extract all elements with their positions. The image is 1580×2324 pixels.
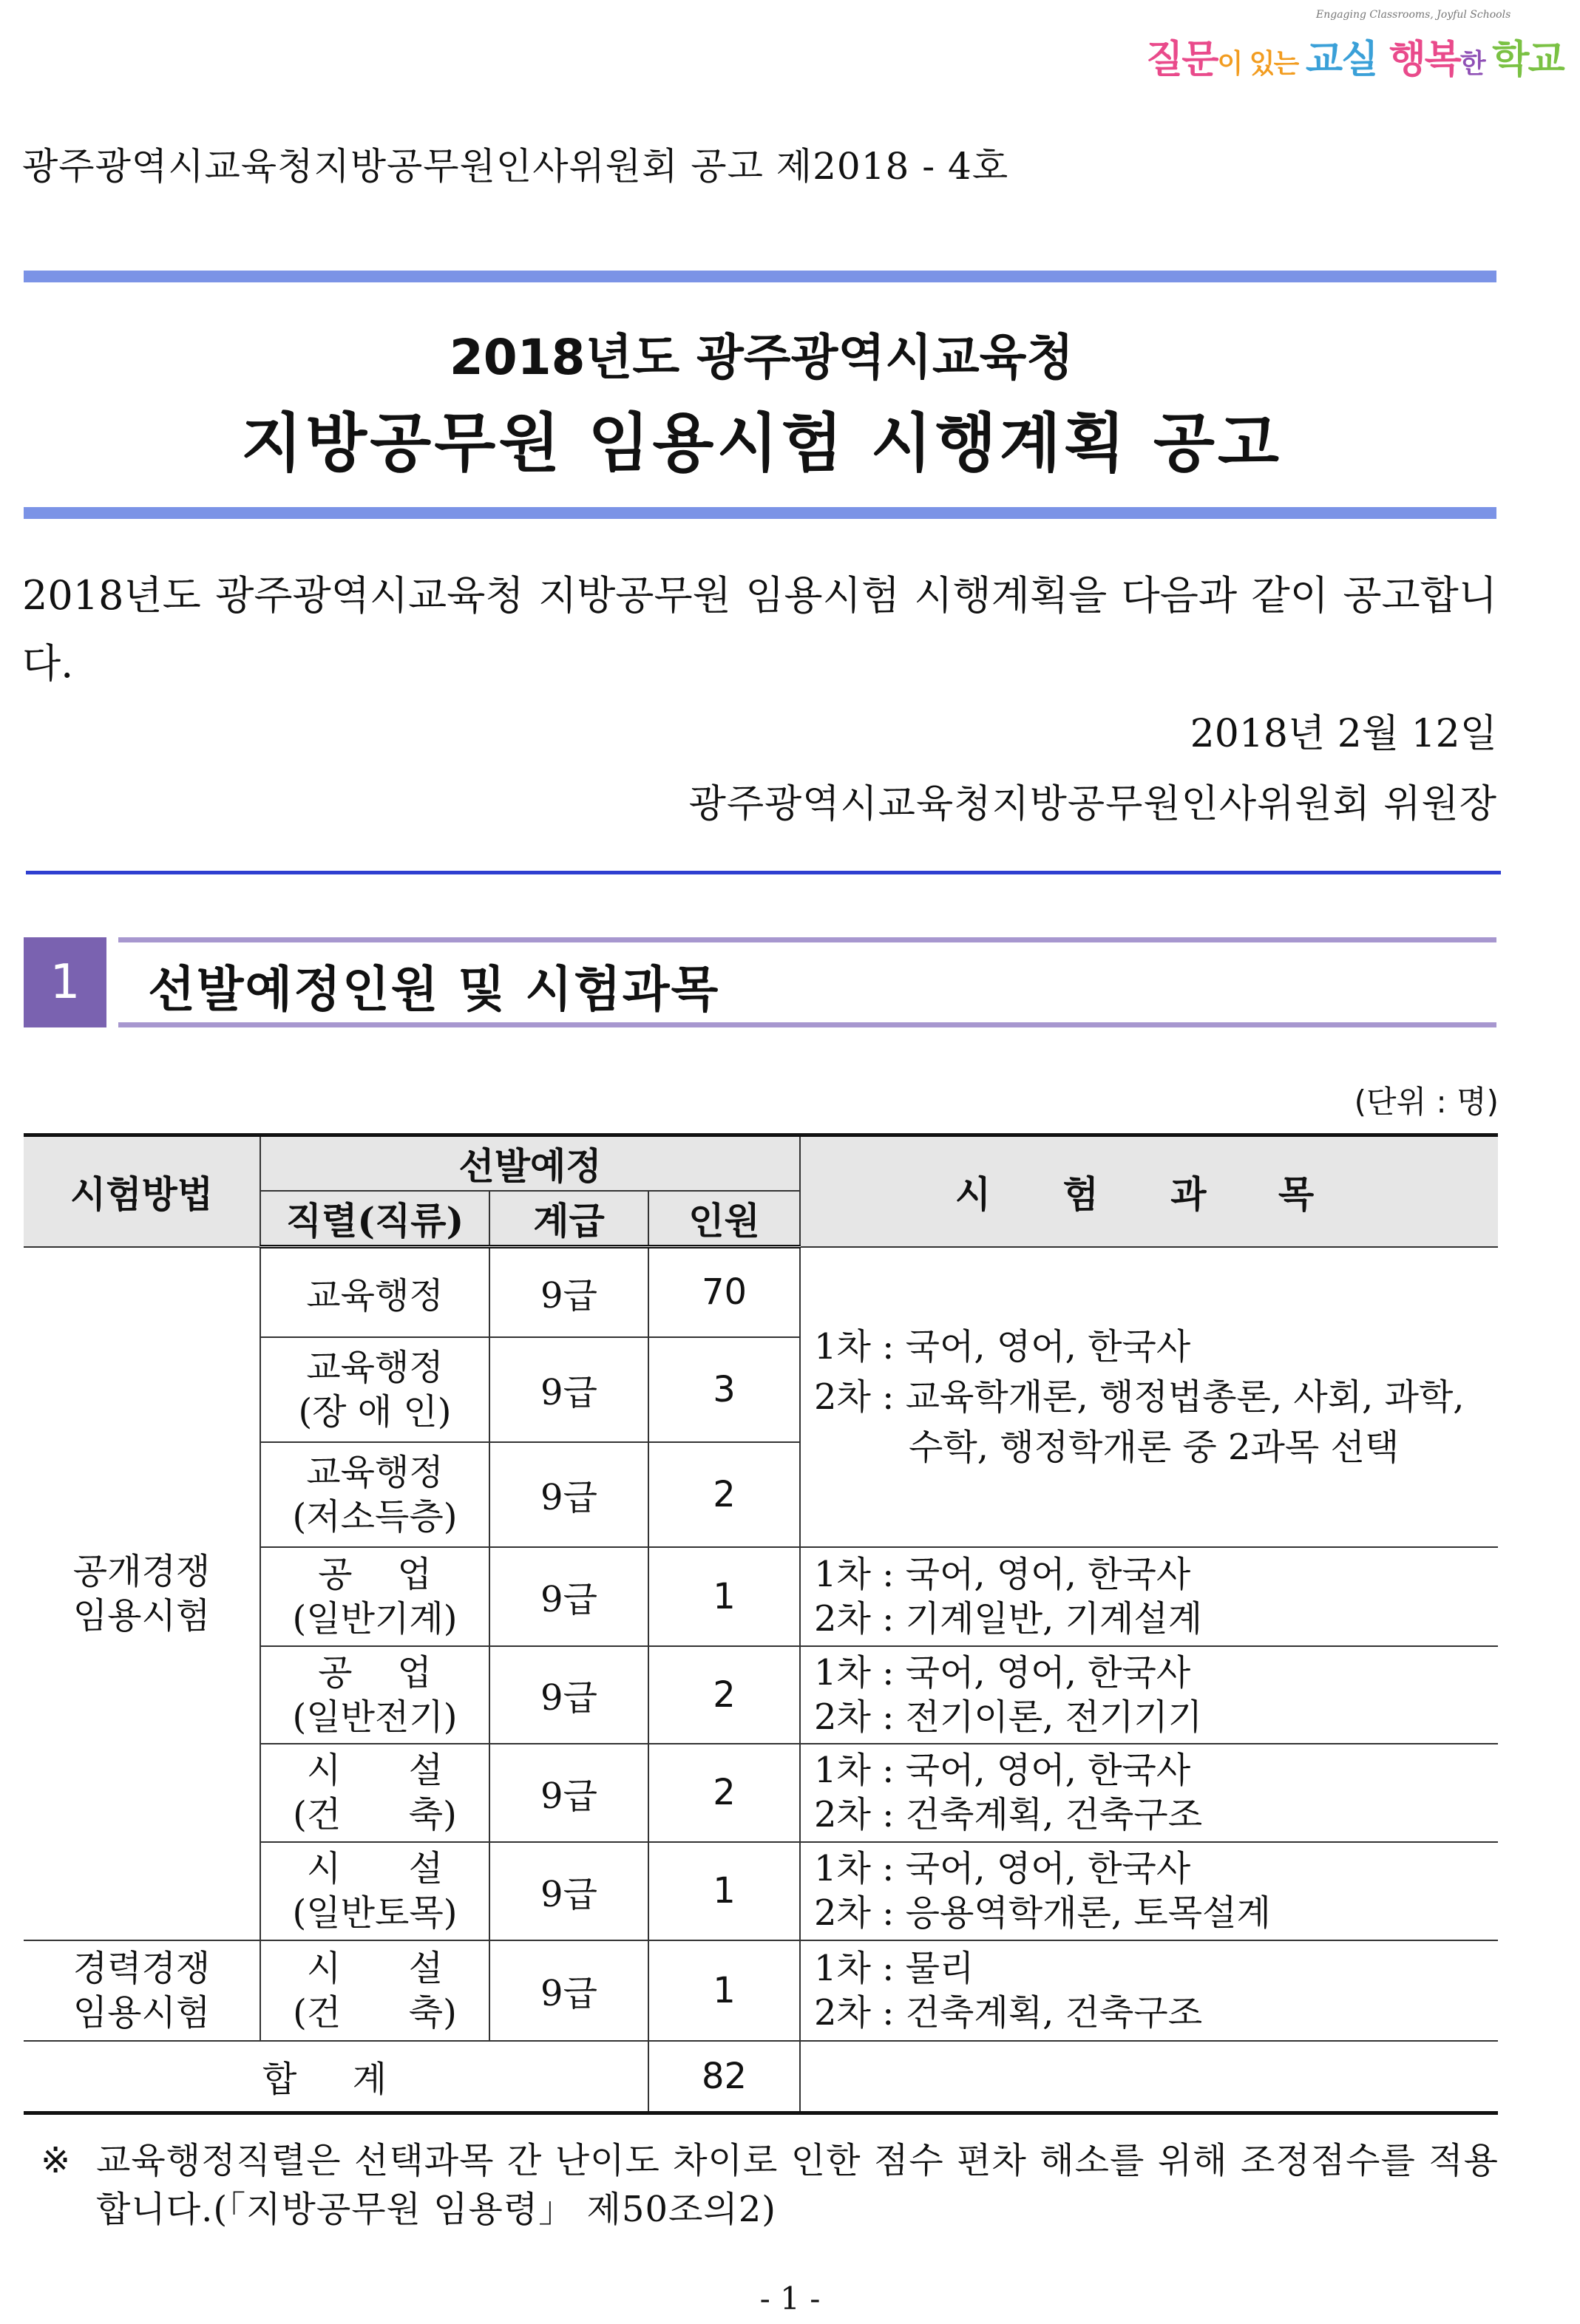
title-line-1: 2018년도 광주광역시교육청	[449, 329, 1074, 386]
header-count: 인원	[648, 1191, 800, 1247]
section-number-badge: 1	[24, 937, 106, 1027]
grade-cell: 9급	[489, 1547, 648, 1646]
count-cell: 3	[648, 1337, 800, 1442]
total-label: 합 계	[24, 2041, 648, 2113]
notice-number: 광주광역시교육청지방공무원인사위원회 공고 제2018 - 4호	[22, 145, 1009, 188]
count-cell: 2	[648, 1442, 800, 1547]
header-grade: 계급	[489, 1191, 648, 1247]
group-career: 경력경쟁 임용시험	[24, 1940, 260, 2041]
page-number: - 1 -	[759, 2280, 821, 2317]
job-cell: 교육행정 (저소득층)	[260, 1442, 489, 1547]
footnote-text: 교육행정직렬은 선택과목 간 난이도 차이로 인한 점수 편차 해소를 위해 조정점수를 적용합니다.(「지방공무원 임용령」 제50조의2)	[96, 2140, 1499, 2230]
logo-tagline: Engaging Classrooms, Joyful Schools	[1316, 9, 1511, 21]
grade-cell: 9급	[489, 1940, 648, 2041]
school-slogan-logo	[1146, 6, 1564, 87]
total-value: 82	[648, 2041, 800, 2113]
subjects-mech: 1차 : 국어, 영어, 한국사 2차 : 기계일반, 기계설계	[800, 1547, 1498, 1646]
table-row	[24, 1247, 1498, 1337]
logo-word-5: 한	[1459, 49, 1493, 79]
signer: 광주광역시교육청지방공무원인사위원회 위원장	[688, 782, 1497, 826]
header-subjects: 시 험 과 목	[800, 1135, 1498, 1247]
count-cell: 70	[648, 1247, 800, 1337]
count-cell: 2	[648, 1646, 800, 1744]
table-row	[24, 1940, 1498, 2041]
logo-word-1: 질문	[1146, 38, 1218, 82]
subjects-elec: 1차 : 국어, 영어, 한국사 2차 : 전기이론, 전기기기	[800, 1646, 1498, 1744]
count-cell: 1	[648, 1940, 800, 2041]
job-cell: 교육행정 (장 애 인)	[260, 1337, 489, 1442]
subjects-arch: 1차 : 국어, 영어, 한국사 2차 : 건축계획, 건축구조	[800, 1744, 1498, 1842]
logo-word-2: 이 있는	[1217, 49, 1306, 79]
section-title: 선발예정인원 및 시험과목	[148, 961, 720, 1018]
job-cell: 시 설 (건 축)	[260, 1744, 489, 1842]
notice-date: 2018년 2월 12일	[1190, 712, 1497, 756]
grade-cell: 9급	[489, 1337, 648, 1442]
grade-cell: 9급	[489, 1646, 648, 1744]
subjects-admin: 1차 : 국어, 영어, 한국사 2차 : 교육학개론, 행정법총론, 사회, 과학, 수학, 행정학개론 중 2과목 선택	[800, 1247, 1498, 1547]
job-cell: 시 설 (건 축)	[260, 1940, 489, 2041]
grade-cell: 9급	[489, 1442, 648, 1547]
logo-word-3: 교실	[1305, 38, 1389, 82]
job-cell: 공 업 (일반전기)	[260, 1646, 489, 1744]
recruitment-table	[24, 1133, 1498, 2115]
subjects-career-arch: 1차 : 물리 2차 : 건축계획, 건축구조	[800, 1940, 1498, 2041]
logo-word-4: 행복	[1389, 38, 1460, 82]
logo-word-6: 학교	[1492, 38, 1564, 82]
unit-label: (단위 : 명)	[1354, 1084, 1499, 1120]
subjects-civil: 1차 : 국어, 영어, 한국사 2차 : 응용역학개론, 토목설계	[800, 1842, 1498, 1940]
divider	[26, 871, 1501, 874]
count-cell: 1	[648, 1842, 800, 1940]
grade-cell: 9급	[489, 1842, 648, 1940]
job-cell: 공 업 (일반기계)	[260, 1547, 489, 1646]
total-row	[24, 2041, 1498, 2113]
grade-cell: 9급	[489, 1744, 648, 1842]
reference-mark-icon: ※	[41, 2140, 71, 2181]
job-cell: 교육행정	[260, 1247, 489, 1337]
grade-cell: 9급	[489, 1247, 648, 1337]
section-rule-bottom	[118, 1022, 1496, 1027]
group-open: 공개경쟁 임용시험	[24, 1247, 260, 1940]
header-planned: 선발예정	[260, 1135, 800, 1192]
count-cell: 1	[648, 1547, 800, 1646]
total-subjects-empty	[800, 2041, 1498, 2113]
footnote	[41, 2136, 1499, 2234]
title-top-rule	[24, 271, 1496, 282]
title-bottom-rule	[24, 507, 1496, 519]
count-cell: 2	[648, 1744, 800, 1842]
header-job: 직렬(직류)	[260, 1191, 489, 1247]
header-method: 시험방법	[24, 1135, 260, 1247]
title-line-2: 지방공무원 임용시험 시행계획 공고	[241, 407, 1282, 480]
section-rule-top	[118, 937, 1496, 942]
intro-paragraph: 2018년도 광주광역시교육청 지방공무원 임용시험 시행계획을 다음과 같이 공고합니다.	[22, 572, 1497, 687]
job-cell: 시 설 (일반토목)	[260, 1842, 489, 1940]
